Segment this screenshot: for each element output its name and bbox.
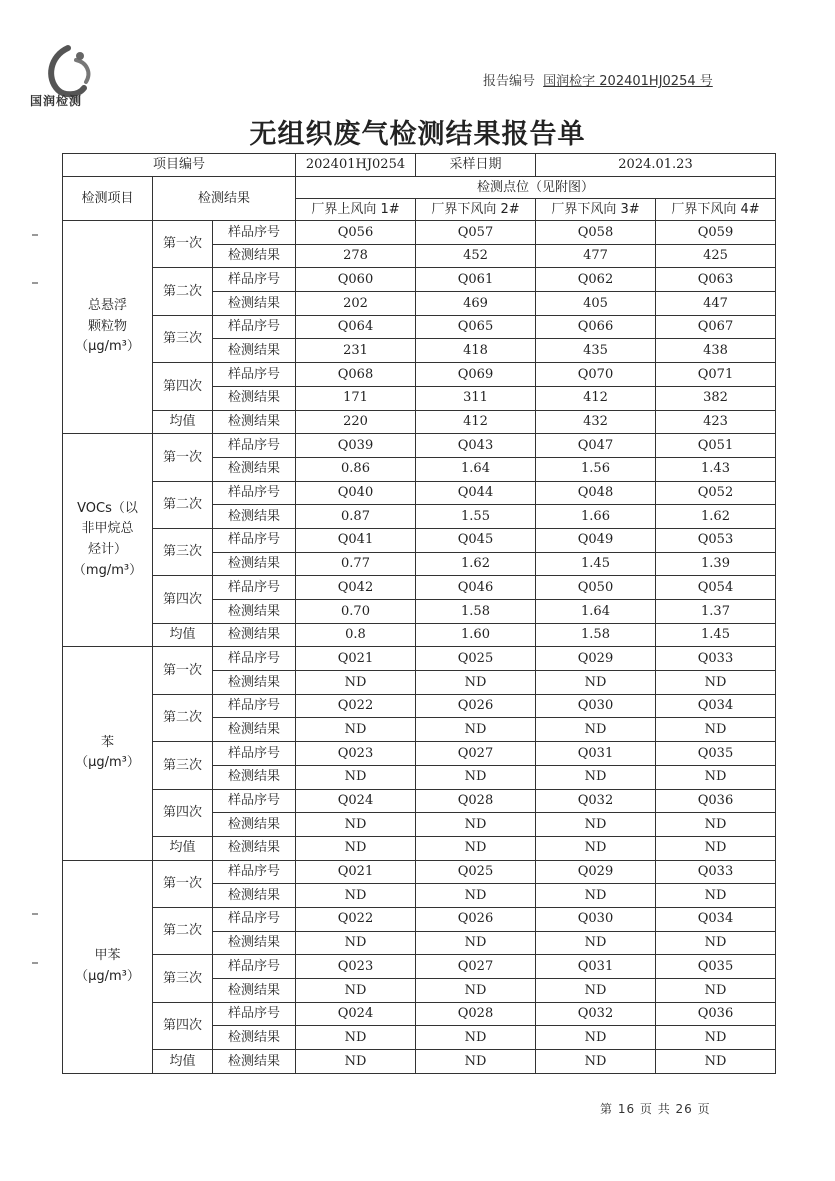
item-name-cell	[63, 647, 153, 860]
result-label: 检测结果	[213, 979, 296, 1003]
result-value-cell: 425	[656, 244, 776, 268]
table-row	[63, 955, 776, 979]
result-value-cell: ND	[656, 765, 776, 789]
result-value-cell: 405	[536, 292, 656, 316]
round-label: 第一次	[153, 221, 213, 268]
result-value-cell: ND	[536, 813, 656, 837]
sample-no-label: 样品序号	[213, 528, 296, 552]
sample-id-cell: Q059	[656, 221, 776, 245]
result-value-cell: ND	[416, 671, 536, 695]
round-label: 第三次	[153, 955, 213, 1002]
sample-id-cell: Q028	[416, 789, 536, 813]
result-label: 检测结果	[213, 765, 296, 789]
result-value-cell: 0.87	[296, 505, 416, 529]
sample-id-cell: Q026	[416, 907, 536, 931]
sample-id-cell: Q022	[296, 907, 416, 931]
table-row	[63, 481, 776, 505]
result-label: 检测结果	[213, 1050, 296, 1074]
sample-id-cell: Q044	[416, 481, 536, 505]
sample-id-cell: Q030	[536, 694, 656, 718]
sample-id-cell: Q041	[296, 528, 416, 552]
item-name-cell	[63, 221, 153, 434]
result-value-cell: ND	[416, 718, 536, 742]
sample-id-cell: Q061	[416, 268, 536, 292]
result-value-cell: ND	[656, 671, 776, 695]
sample-id-cell: Q034	[656, 694, 776, 718]
table-row	[63, 860, 776, 884]
result-value-cell: ND	[536, 931, 656, 955]
result-value-cell: ND	[416, 884, 536, 908]
sample-id-cell: Q066	[536, 315, 656, 339]
result-value-cell: ND	[296, 884, 416, 908]
sample-id-cell: Q062	[536, 268, 656, 292]
item-name-cell	[63, 434, 153, 647]
sample-id-cell: Q024	[296, 1002, 416, 1026]
round-label: 第二次	[153, 481, 213, 528]
sample-no-label: 样品序号	[213, 363, 296, 387]
sample-id-cell: Q064	[296, 315, 416, 339]
margin-mark	[32, 282, 38, 284]
result-value-cell: ND	[656, 718, 776, 742]
result-value-cell: 1.62	[656, 505, 776, 529]
mean-value-cell: 1.58	[536, 623, 656, 647]
sample-id-cell: Q068	[296, 363, 416, 387]
round-label: 第一次	[153, 860, 213, 907]
item-name-line: （mg/m³）	[72, 563, 143, 579]
sample-id-cell: Q034	[656, 907, 776, 931]
result-value-cell: ND	[536, 671, 656, 695]
result-value-cell: 1.39	[656, 552, 776, 576]
result-value-cell: 0.86	[296, 457, 416, 481]
mean-value-cell: 1.60	[416, 623, 536, 647]
sample-id-cell: Q023	[296, 742, 416, 766]
sample-id-cell: Q065	[416, 315, 536, 339]
table-row	[63, 576, 776, 600]
result-label: 检测结果	[213, 410, 296, 434]
table-row	[63, 907, 776, 931]
sample-no-label: 样品序号	[213, 434, 296, 458]
col-point-4: 厂界下风向 4#	[656, 199, 776, 221]
sample-no-label: 样品序号	[213, 1002, 296, 1026]
table-row	[63, 789, 776, 813]
result-value-cell: ND	[536, 884, 656, 908]
sample-id-cell: Q056	[296, 221, 416, 245]
sample-id-cell: Q070	[536, 363, 656, 387]
result-value-cell: ND	[416, 979, 536, 1003]
sample-id-cell: Q042	[296, 576, 416, 600]
sample-id-cell: Q036	[656, 789, 776, 813]
result-value-cell: ND	[656, 979, 776, 1003]
result-value-cell: ND	[296, 1026, 416, 1050]
result-label: 检测结果	[213, 718, 296, 742]
result-value-cell: ND	[656, 931, 776, 955]
table-row	[63, 694, 776, 718]
round-label: 第二次	[153, 907, 213, 954]
table-row	[63, 221, 776, 245]
sample-no-label: 样品序号	[213, 860, 296, 884]
table-row	[63, 647, 776, 671]
sample-id-cell: Q052	[656, 481, 776, 505]
result-value-cell: ND	[536, 979, 656, 1003]
col-result-header: 检测结果	[153, 177, 296, 221]
sample-no-label: 样品序号	[213, 694, 296, 718]
sample-id-cell: Q030	[536, 907, 656, 931]
result-value-cell: 412	[536, 386, 656, 410]
result-value-cell: 1.62	[416, 552, 536, 576]
result-value-cell: ND	[296, 671, 416, 695]
result-value-cell: 1.66	[536, 505, 656, 529]
result-value-cell: 382	[656, 386, 776, 410]
sample-id-cell: Q050	[536, 576, 656, 600]
sample-id-cell: Q051	[656, 434, 776, 458]
item-name-line: 总悬浮	[87, 297, 127, 313]
result-label: 检测结果	[213, 1026, 296, 1050]
result-label: 检测结果	[213, 813, 296, 837]
sample-id-cell: Q047	[536, 434, 656, 458]
sample-id-cell: Q069	[416, 363, 536, 387]
sample-no-label: 样品序号	[213, 576, 296, 600]
sample-id-cell: Q049	[536, 528, 656, 552]
result-value-cell: 1.45	[536, 552, 656, 576]
col-points-header: 检测点位（见附图）	[296, 177, 776, 199]
result-value-cell: 469	[416, 292, 536, 316]
mean-row	[63, 836, 776, 860]
result-label: 检测结果	[213, 836, 296, 860]
result-value-cell: 452	[416, 244, 536, 268]
margin-mark	[32, 962, 38, 964]
item-name-line: 苯	[100, 734, 114, 750]
table-row	[63, 315, 776, 339]
result-value-cell: 1.56	[536, 457, 656, 481]
table-row	[63, 528, 776, 552]
result-value-cell: 477	[536, 244, 656, 268]
result-value-cell: ND	[416, 1026, 536, 1050]
sample-no-label: 样品序号	[213, 268, 296, 292]
report-number-value: 国润检字 202401HJ0254 号	[543, 74, 713, 89]
result-label: 检测结果	[213, 884, 296, 908]
sample-id-cell: Q024	[296, 789, 416, 813]
item-name-line: 颗粒物	[87, 318, 127, 334]
sample-no-label: 样品序号	[213, 742, 296, 766]
result-value-cell: ND	[296, 718, 416, 742]
result-value-cell: 0.77	[296, 552, 416, 576]
logo-text: 国润检测	[30, 94, 83, 108]
round-label: 第四次	[153, 363, 213, 410]
header-row	[63, 177, 776, 199]
mean-value-cell: 1.45	[656, 623, 776, 647]
result-value-cell: 231	[296, 339, 416, 363]
item-name-line: （μg/m³）	[75, 339, 140, 355]
info-row	[63, 154, 776, 177]
round-label: 第二次	[153, 268, 213, 315]
item-name-line: 非甲烷总	[81, 521, 134, 537]
round-label: 第四次	[153, 789, 213, 836]
table-row	[63, 742, 776, 766]
mean-label: 均值	[153, 623, 213, 647]
round-label: 第三次	[153, 315, 213, 362]
result-value-cell: 278	[296, 244, 416, 268]
sample-no-label: 样品序号	[213, 789, 296, 813]
mean-value-cell: 432	[536, 410, 656, 434]
mean-label: 均值	[153, 836, 213, 860]
sample-id-cell: Q071	[656, 363, 776, 387]
col-point-2: 厂界下风向 2#	[416, 199, 536, 221]
sample-id-cell: Q048	[536, 481, 656, 505]
mean-value-cell: ND	[656, 1050, 776, 1074]
sample-id-cell: Q060	[296, 268, 416, 292]
result-label: 检测结果	[213, 600, 296, 624]
sample-id-cell: Q035	[656, 742, 776, 766]
sample-id-cell: Q058	[536, 221, 656, 245]
sample-date-value: 2024.01.23	[536, 154, 776, 177]
mean-value-cell: ND	[296, 1050, 416, 1074]
result-value-cell: 447	[656, 292, 776, 316]
item-name-line: VOCs（以	[77, 500, 138, 516]
sample-id-cell: Q053	[656, 528, 776, 552]
sample-id-cell: Q025	[416, 647, 536, 671]
page-title: 无组织废气检测结果报告单	[249, 119, 586, 150]
sample-id-cell: Q031	[536, 955, 656, 979]
mean-value-cell: 423	[656, 410, 776, 434]
sample-id-cell: Q054	[656, 576, 776, 600]
result-value-cell: 438	[656, 339, 776, 363]
mean-row	[63, 1050, 776, 1074]
result-label: 检测结果	[213, 339, 296, 363]
col-point-1: 厂界上风向 1#	[296, 199, 416, 221]
result-value-cell: 418	[416, 339, 536, 363]
round-label: 第四次	[153, 576, 213, 623]
result-value-cell: ND	[296, 813, 416, 837]
sample-id-cell: Q026	[416, 694, 536, 718]
result-label: 检测结果	[213, 931, 296, 955]
mean-value-cell: ND	[296, 836, 416, 860]
round-label: 第一次	[153, 647, 213, 694]
result-label: 检测结果	[213, 292, 296, 316]
result-value-cell: ND	[296, 979, 416, 1003]
mean-value-cell: 220	[296, 410, 416, 434]
mean-row	[63, 410, 776, 434]
margin-mark	[32, 234, 38, 236]
round-label: 第三次	[153, 528, 213, 575]
result-value-cell: ND	[536, 718, 656, 742]
sample-id-cell: Q025	[416, 860, 536, 884]
mean-label: 均值	[153, 410, 213, 434]
sample-id-cell: Q032	[536, 789, 656, 813]
sample-id-cell: Q039	[296, 434, 416, 458]
result-value-cell: 1.37	[656, 600, 776, 624]
sample-id-cell: Q033	[656, 647, 776, 671]
sample-no-label: 样品序号	[213, 315, 296, 339]
mean-value-cell: ND	[656, 836, 776, 860]
sample-id-cell: Q021	[296, 860, 416, 884]
result-value-cell: 171	[296, 386, 416, 410]
result-value-cell: 435	[536, 339, 656, 363]
sample-id-cell: Q040	[296, 481, 416, 505]
sample-id-cell: Q046	[416, 576, 536, 600]
sample-id-cell: Q022	[296, 694, 416, 718]
result-value-cell: ND	[656, 1026, 776, 1050]
item-name-line: （μg/m³）	[75, 755, 140, 771]
sample-id-cell: Q045	[416, 528, 536, 552]
sample-no-label: 样品序号	[213, 955, 296, 979]
mean-value-cell: ND	[536, 836, 656, 860]
sample-id-cell: Q067	[656, 315, 776, 339]
item-name-cell	[63, 860, 153, 1073]
round-label: 第一次	[153, 434, 213, 481]
margin-mark	[32, 913, 38, 915]
project-no-value: 202401HJ0254	[296, 154, 416, 177]
round-label: 第二次	[153, 694, 213, 741]
result-value-cell: 1.43	[656, 457, 776, 481]
mean-row	[63, 623, 776, 647]
mean-value-cell: ND	[416, 1050, 536, 1074]
sample-id-cell: Q027	[416, 955, 536, 979]
sample-id-cell: Q021	[296, 647, 416, 671]
result-label: 检测结果	[213, 244, 296, 268]
mean-value-cell: ND	[416, 836, 536, 860]
table-row	[63, 1002, 776, 1026]
sample-id-cell: Q043	[416, 434, 536, 458]
result-label: 检测结果	[213, 552, 296, 576]
sample-id-cell: Q063	[656, 268, 776, 292]
table-row	[63, 434, 776, 458]
sample-id-cell: Q033	[656, 860, 776, 884]
result-value-cell: 311	[416, 386, 536, 410]
sample-id-cell: Q029	[536, 860, 656, 884]
sample-id-cell: Q035	[656, 955, 776, 979]
result-label: 检测结果	[213, 457, 296, 481]
project-no-label: 项目编号	[63, 154, 296, 177]
result-value-cell: ND	[656, 884, 776, 908]
col-item-header: 检测项目	[63, 177, 153, 221]
result-value-cell: 1.58	[416, 600, 536, 624]
sample-no-label: 样品序号	[213, 221, 296, 245]
result-label: 检测结果	[213, 671, 296, 695]
sample-id-cell: Q036	[656, 1002, 776, 1026]
page-footer: 第 16 页 共 26 页	[600, 1102, 711, 1116]
table-row	[63, 268, 776, 292]
result-label: 检测结果	[213, 623, 296, 647]
mean-value-cell: ND	[536, 1050, 656, 1074]
result-value-cell: ND	[536, 765, 656, 789]
col-point-3: 厂界下风向 3#	[536, 199, 656, 221]
sample-id-cell: Q029	[536, 647, 656, 671]
sample-date-label: 采样日期	[416, 154, 536, 177]
result-value-cell: ND	[416, 813, 536, 837]
sample-id-cell: Q027	[416, 742, 536, 766]
sample-id-cell: Q031	[536, 742, 656, 766]
report-number	[483, 70, 713, 89]
result-value-cell: ND	[416, 931, 536, 955]
round-label: 第三次	[153, 742, 213, 789]
result-label: 检测结果	[213, 505, 296, 529]
item-name-line: 甲苯	[94, 947, 121, 963]
result-value-cell: 202	[296, 292, 416, 316]
sample-id-cell: Q032	[536, 1002, 656, 1026]
item-name-line: （μg/m³）	[75, 968, 140, 984]
sample-id-cell: Q057	[416, 221, 536, 245]
result-value-cell: ND	[296, 765, 416, 789]
table-row	[63, 363, 776, 387]
sample-no-label: 样品序号	[213, 907, 296, 931]
result-value-cell: 1.55	[416, 505, 536, 529]
item-name-line: 烃计）	[87, 542, 127, 558]
report-number-label: 报告编号	[483, 74, 536, 89]
result-value-cell: 1.64	[536, 600, 656, 624]
result-value-cell: ND	[416, 765, 536, 789]
mean-label: 均值	[153, 1050, 213, 1074]
result-value-cell: 0.70	[296, 600, 416, 624]
result-value-cell: ND	[536, 1026, 656, 1050]
sample-no-label: 样品序号	[213, 481, 296, 505]
mean-value-cell: 412	[416, 410, 536, 434]
sample-no-label: 样品序号	[213, 647, 296, 671]
results-table	[62, 153, 776, 1074]
mean-value-cell: 0.8	[296, 623, 416, 647]
result-value-cell: ND	[296, 931, 416, 955]
result-label: 检测结果	[213, 386, 296, 410]
sample-id-cell: Q028	[416, 1002, 536, 1026]
result-value-cell: 1.64	[416, 457, 536, 481]
result-value-cell: ND	[656, 813, 776, 837]
round-label: 第四次	[153, 1002, 213, 1049]
sample-id-cell: Q023	[296, 955, 416, 979]
